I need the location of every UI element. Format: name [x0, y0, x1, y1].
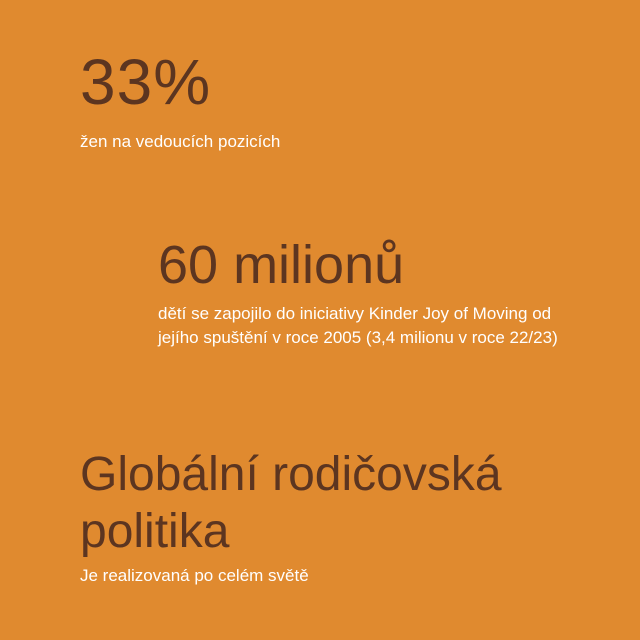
stat-caption: Je realizovaná po celém světě [80, 566, 309, 585]
stat-caption: dětí se zapojilo do iniciativy Kinder Joy of Moving od jejího spuštění v roce 2005 (3,4 milionu v roce 22/23) [158, 304, 558, 347]
stat-value: Globální rodičovská politika [80, 448, 502, 558]
stat-children-joy-of-moving [158, 235, 558, 350]
stat-caption: žen na vedoucích pozicích [80, 132, 281, 151]
stat-parental-policy [80, 446, 600, 588]
stat-women-leadership [80, 46, 281, 154]
stat-value: 60 milionů [158, 235, 405, 295]
stat-value: 33% [80, 46, 212, 118]
